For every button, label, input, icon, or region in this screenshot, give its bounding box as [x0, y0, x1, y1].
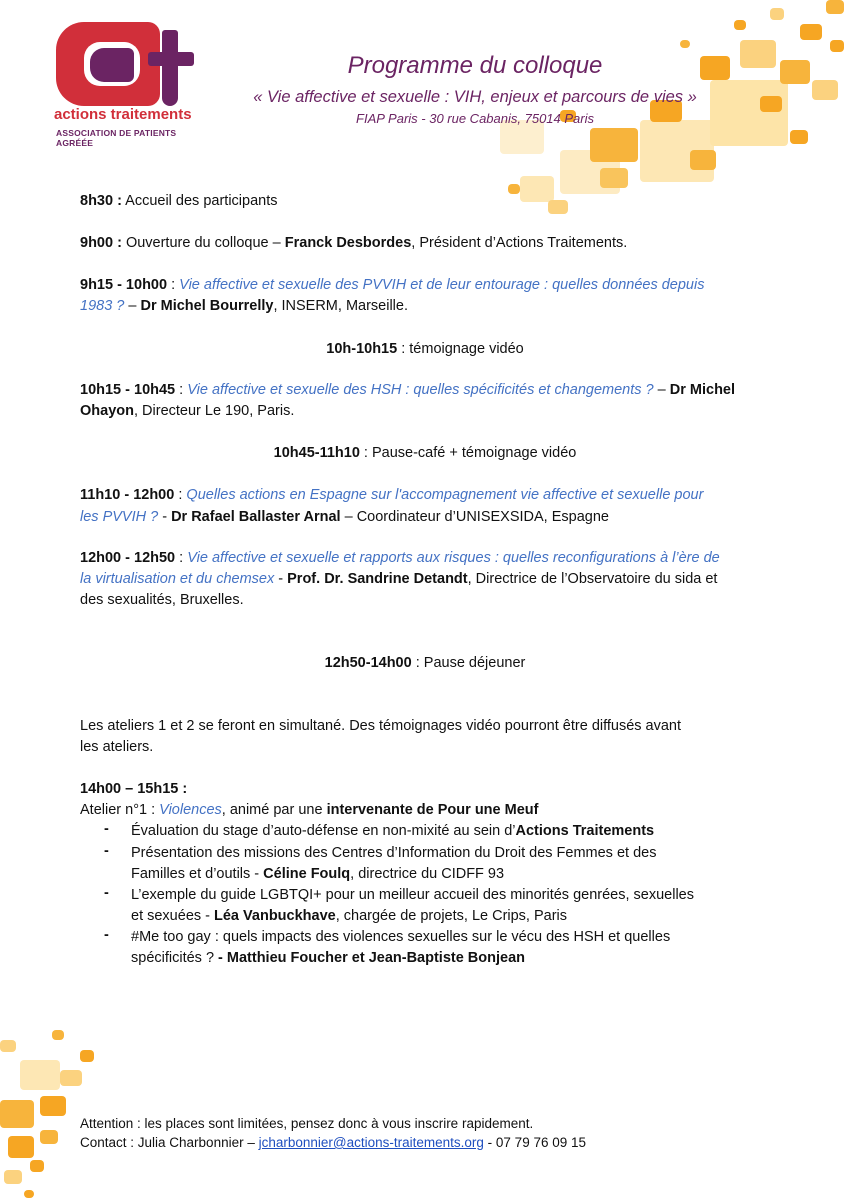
logo-name: actions traitements [54, 106, 192, 123]
atelier-item-4-line1: #Me too gay : quels impacts des violences sexuelles sur le vécu des HSH et quelles [131, 929, 671, 945]
logo-tagline: ASSOCIATION DE PATIENTS AGRÉÉE [56, 128, 177, 148]
bullet-dash: - [104, 821, 109, 837]
item-session-4-line1: 12h00 - 12h50 : Vie affective et sexuelle et rapports aux risques : quelles reconfigurations à l’ère de [80, 550, 720, 566]
item-accueil: 8h30 : Accueil des participants [80, 193, 278, 209]
page-title: Programme du colloque [347, 52, 603, 79]
item-session-4-line3: des sexualités, Bruxelles. [80, 592, 244, 608]
atelier-item-4-line2: spécificités ? - Matthieu Foucher et Jean-Baptiste Bonjean [131, 950, 526, 966]
item-session-2-line1: 10h15 - 10h45 : Vie affective et sexuelle des HSH : quelles spécificités et changements ? – Dr Michel [80, 382, 736, 398]
atelier-item-3-line1: L’exemple du guide LGBTQI+ pour un meilleur accueil des minorités genrées, sexuelles [131, 887, 694, 903]
contact-email-link[interactable]: jcharbonnier@actions-traitements.org [258, 1135, 484, 1150]
item-session-3-line2: les PVVIH ? - Dr Rafael Ballaster Arnal – Coordinateur d’UNISEXSIDA, Espagne [80, 509, 609, 525]
bullet-dash: - [104, 885, 109, 901]
item-session-4-line2: la virtualisation et du chemsex - Prof. Dr. Sandrine Detandt, Directrice de l’Observatoire du sida et [80, 571, 718, 587]
item-pause-dejeuner: 12h50-14h00 : Pause déjeuner [324, 655, 526, 671]
page-subtitle: « Vie affective et sexuelle : VIH, enjeux et parcours de vies » [253, 88, 697, 106]
atelier-1-time: 14h00 – 15h15 : [80, 781, 188, 797]
item-pause-cafe: 10h45-11h10 : Pause-café + témoignage vidéo [273, 445, 577, 461]
atelier-1-heading: Atelier n°1 : Violences, animé par une intervenante de Pour une Meuf [80, 802, 539, 818]
item-session-2-line2: Ohayon, Directeur Le 190, Paris. [80, 403, 295, 419]
logo-a-shape [90, 48, 134, 82]
ateliers-note-line2: les ateliers. [80, 739, 154, 755]
bullet-dash: - [104, 927, 109, 943]
item-ouverture: 9h00 : Ouverture du colloque – Franck Desbordes, Président d’Actions Traitements. [80, 235, 628, 251]
item-session-1-line1: 9h15 - 10h00 : Vie affective et sexuelle des PVVIH et de leur entourage : quelles données depuis [80, 277, 705, 293]
item-session-3-line1: 11h10 - 12h00 : Quelles actions en Espagne sur l'accompagnement vie affective et sexuelle pour [80, 487, 704, 503]
atelier-item-1: Évaluation du stage d’auto-défense en non-mixité au sein d’Actions Traitements [131, 823, 655, 839]
ateliers-note-line1: Les ateliers 1 et 2 se feront en simultané. Des témoignages vidéo pourront être diffusés avant [80, 718, 682, 734]
footer-attention: Attention : les places sont limitées, pensez donc à vous inscrire rapidement. [80, 1116, 534, 1131]
actions-traitements-logo [54, 22, 194, 146]
atelier-item-2-line2: Familles et d’outils - Céline Foulq, directrice du CIDFF 93 [131, 866, 505, 882]
logo-t-shape [148, 30, 194, 106]
atelier-item-3-line2: et sexuées - Léa Vanbuckhave, chargée de projets, Le Crips, Paris [131, 908, 568, 924]
footer-contact: Contact : Julia Charbonnier – jcharbonnier@actions-traitements.org - 07 79 76 09 15 [80, 1135, 587, 1150]
item-session-1-line2: 1983 ? – Dr Michel Bourrelly, INSERM, Marseille. [80, 298, 408, 314]
event-location: FIAP Paris - 30 rue Cabanis, 75014 Paris [356, 111, 594, 126]
atelier-item-2-line1: Présentation des missions des Centres d’Information du Droit des Femmes et des [131, 845, 657, 861]
item-video-1: 10h-10h15 : témoignage vidéo [326, 341, 524, 357]
bullet-dash: - [104, 843, 109, 859]
